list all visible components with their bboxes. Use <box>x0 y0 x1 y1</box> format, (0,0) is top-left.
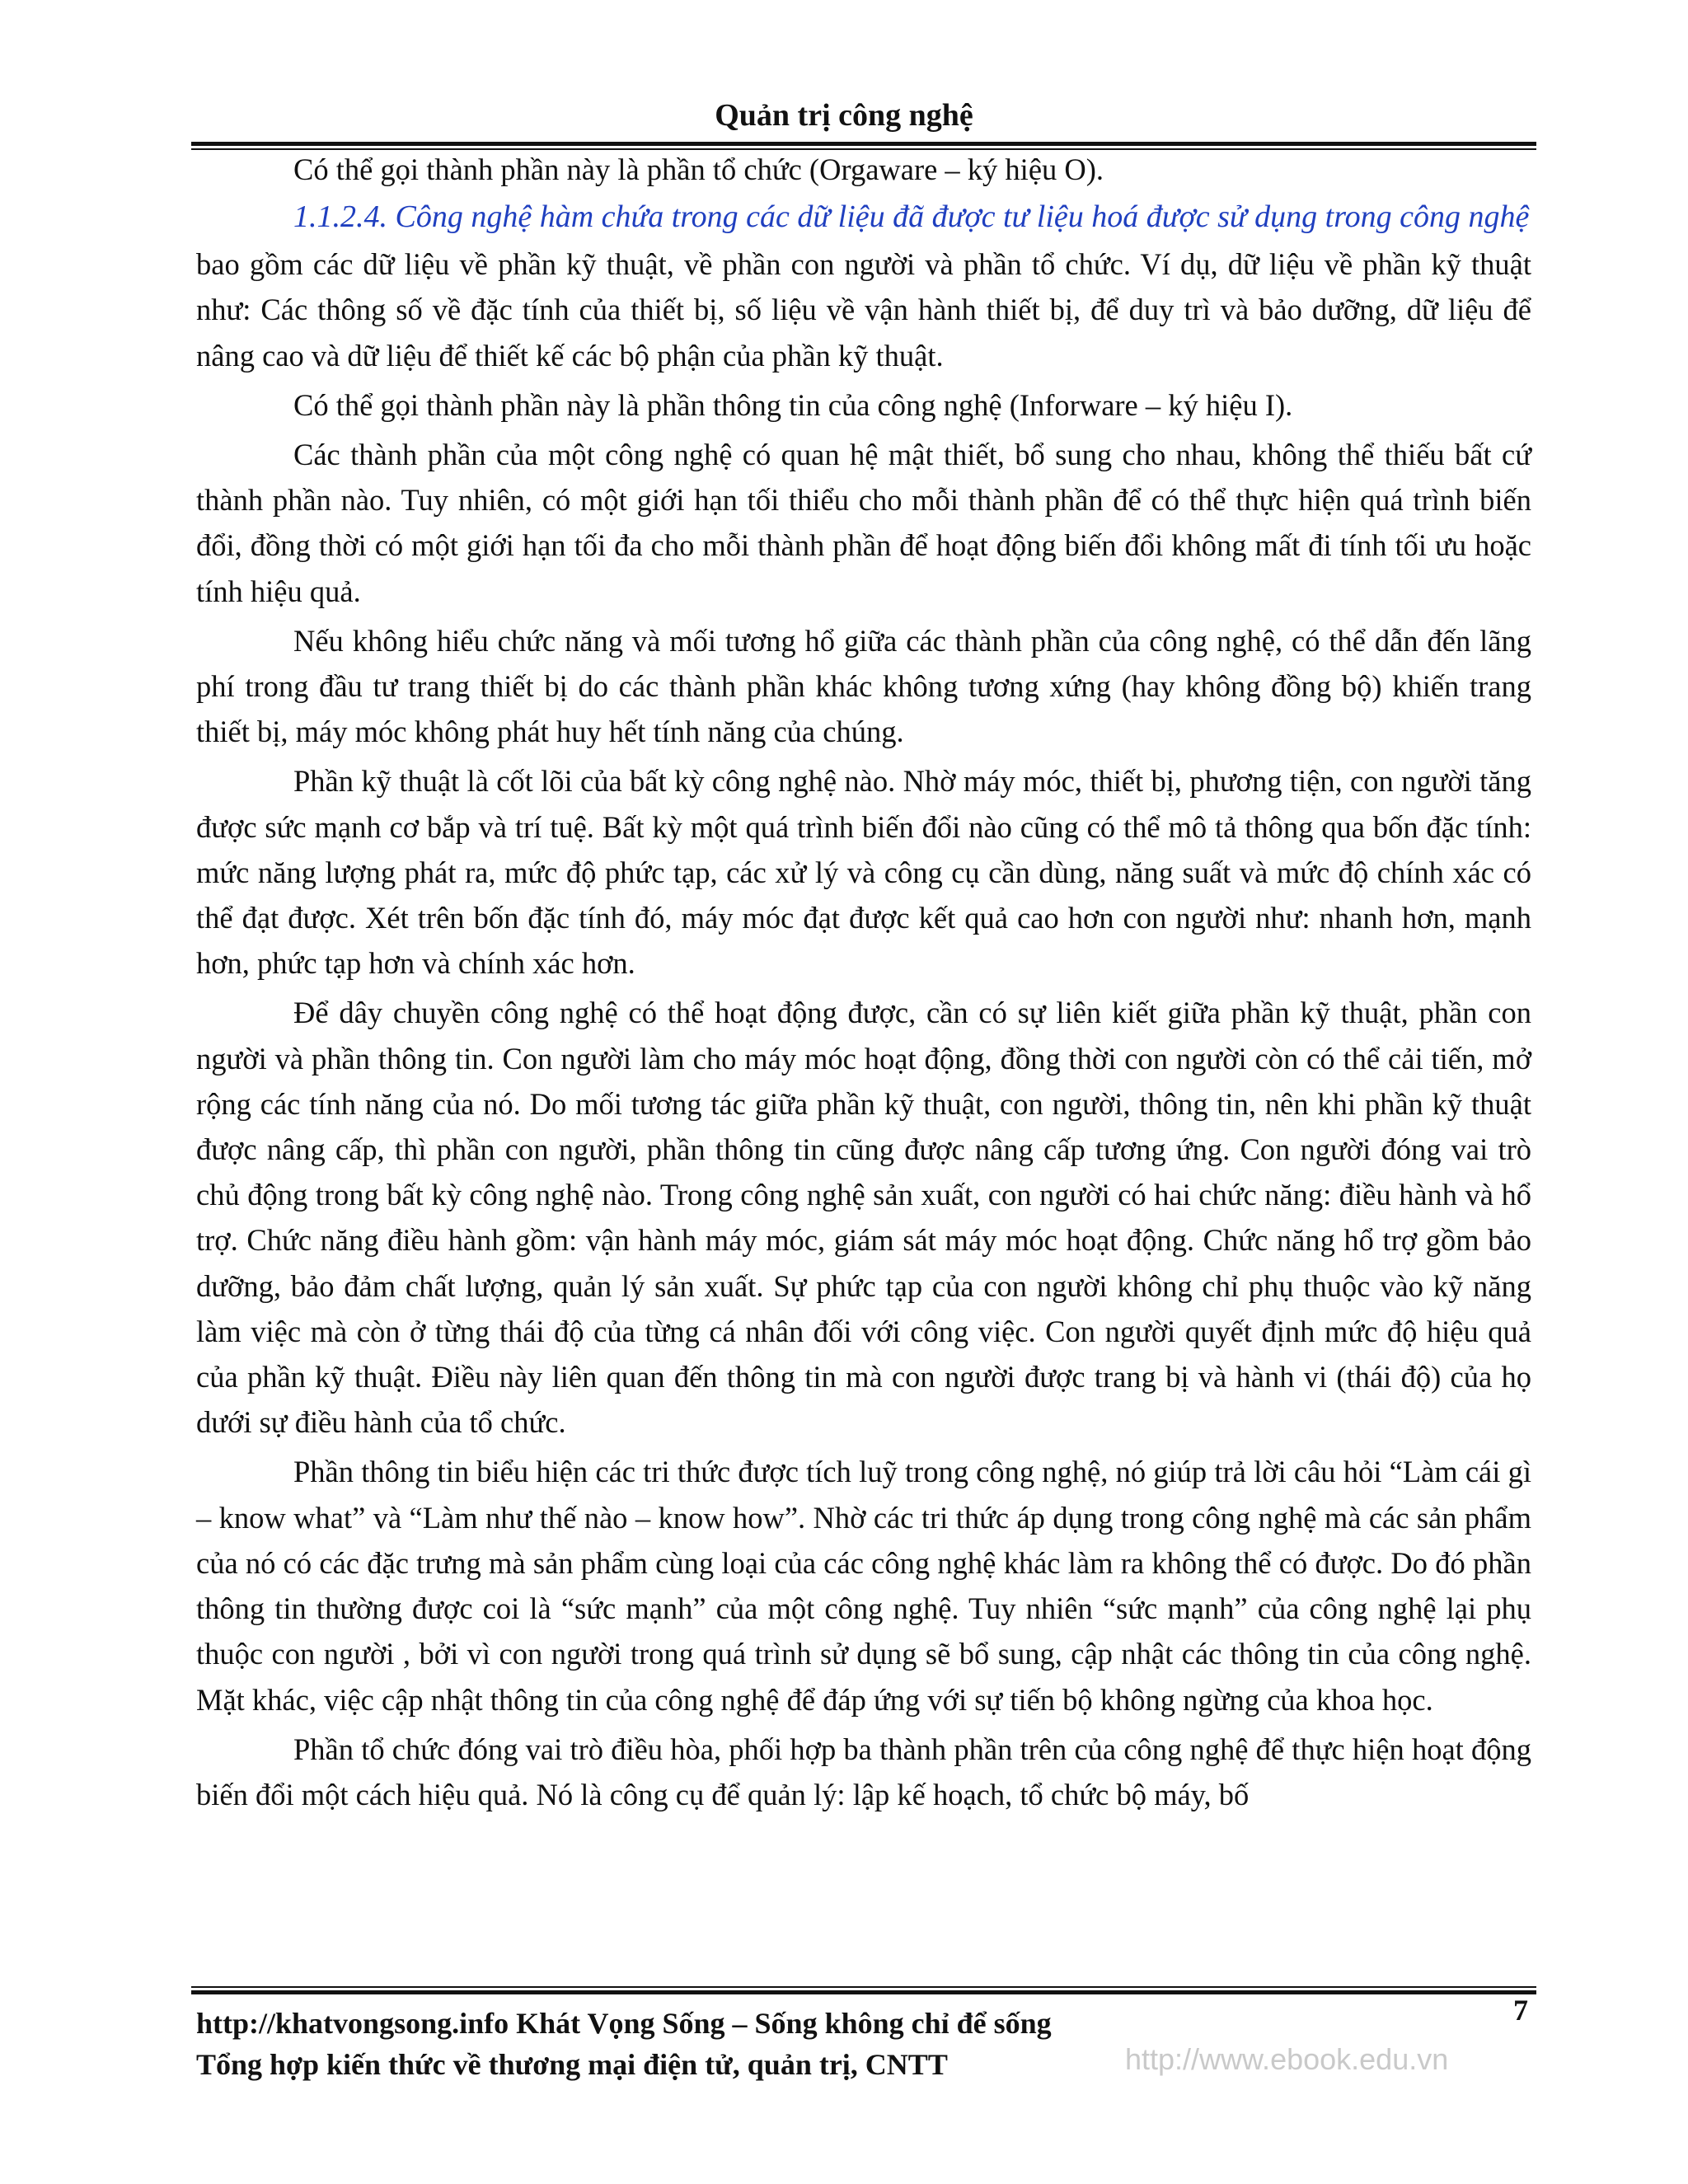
paragraph: Có thể gọi thành phần này là phần thông tin của công nghệ (Inforware – ký hiệu I). <box>293 387 1293 422</box>
paragraph: Phần kỹ thuật là cốt lõi của bất kỳ công nghệ nào. Nhờ máy móc, thiết bị, phương tiện, con người tăng được sức mạnh cơ bắp và trí tuệ. Bất kỳ một quá trình biến đổi nào cũng có thể mô tả thông qua bốn đặc tính: mức năng lượng phát ra, mức độ phức tạp, các xử lý và công cụ cần dùng, năng suất và mức độ chính xác có thể đạt được. Xét trên bốn đặc tính đó, máy móc đạt được kết quả cao hơn con người như: nhanh hơn, mạnh hơn, phức tạp hơn và chính xác hơn. <box>196 764 1531 981</box>
paragraph: Để dây chuyền công nghệ có thể hoạt động được, cần có sự liên kiết giữa phần kỹ thuật, phần con người và phần thông tin. Con người làm cho máy móc hoạt động, đồng thời con người còn có thể cải tiến, mở rộng các tính năng của nó. Do mối tương tác giữa phần kỹ thuật, con người, thông tin, nên khi phần kỹ thuật được nâng cấp, thì phần con người, phần thông tin cũng được nâng cấp tương ứng. Con người đóng vai trò chủ động trong bất kỳ công nghệ nào. Trong công nghệ sản xuất, con người có hai chức năng: điều hành và hổ trợ. Chức năng điều hành gồm: vận hành máy móc, giám sát máy móc hoạt động. Chức năng hổ trợ gồm bảo dưỡng, bảo đảm chất lượng, quản lý sản xuất. Sự phức tạp của con người không chỉ phụ thuộc vào kỹ năng làm việc mà còn ở từng thái độ của từng cá nhân đối với công việc. Con người quyết định mức độ hiệu quả của phần kỹ thuật. Điều này liên quan đến thông tin mà con người được trang bị và hành vi (thái độ) của họ dưới sự điều hành của tổ chức. <box>196 996 1531 1440</box>
document-body <box>196 147 1531 1821</box>
page-header-title: Quản trị công nghệ <box>715 98 973 133</box>
paragraph: Phần tổ chức đóng vai trò điều hòa, phối hợp ba thành phần trên của công nghệ để thực hiện hoạt động biến đổi một cách hiệu quả. Nó là công cụ để quản lý: lập kế hoạch, tổ chức bộ máy, bố <box>196 1732 1531 1811</box>
page-number: 7 <box>1513 1994 1528 2027</box>
footer-line-1: http://khatvongsong.info Khát Vọng Sống – Sống không chỉ để sống <box>196 2007 1052 2040</box>
section-heading: 1.1.2.4. Công nghệ hàm chứa trong các dữ liệu đã được tư liệu hoá được sử dụng trong công nghệ <box>293 199 1530 235</box>
footer-line-2: Tổng hợp kiến thức về thương mại điện tử, quản trị, CNTT <box>196 2048 948 2081</box>
footer-rule-thin <box>191 1986 1536 1988</box>
paragraph: bao gồm các dữ liệu về phần kỹ thuật, về phần con người và phần tổ chức. Ví dụ, dữ liệu về phần kỹ thuật như: Các thông số về đặc tính của thiết bị, số liệu về vận hành thiết bị, để duy trì và bảo dưỡng, dữ liệu để nâng cao và dữ liệu để thiết kế các bộ phận của phần kỹ thuật. <box>196 247 1531 373</box>
paragraph: Các thành phần của một công nghệ có quan hệ mật thiết, bổ sung cho nhau, không thể thiếu bất cứ thành phần nào. Tuy nhiên, có một giới hạn tối thiểu cho mỗi thành phần để có thể thực hiện quá trình biến đổi, đồng thời có một giới hạn tối đa cho mỗi thành phần để hoạt động biến đổi không mất đi tính tối ưu hoặc tính hiệu quả. <box>196 438 1531 608</box>
paragraph: Nếu không hiểu chức năng và mối tương hổ giữa các thành phần của công nghệ, có thể dẫn đến lãng phí trong đầu tư trang thiết bị do các thành phần khác không tương xứng (hay không đồng bộ) khiến trang thiết bị, máy móc không phát huy hết tính năng của chúng. <box>196 623 1531 749</box>
footer-rule <box>191 1990 1536 1994</box>
paragraph: Phần thông tin biểu hiện các tri thức được tích luỹ trong công nghệ, nó giúp trả lời câu hỏi “Làm cái gì – know what” và “Làm như thế nào – know how”. Nhờ các tri thức áp dụng trong công nghệ mà các sản phẩm của nó có các đặc trưng mà sản phẩm cùng loại của các công nghệ khác làm ra không thể có được. Do đó phần thông tin thường được coi là “sức mạnh” của một công nghệ. Tuy nhiên “sức mạnh” của công nghệ lại phụ thuộc con người , bởi vì con người trong quá trình sử dụng sẽ bổ sung, cập nhật các thông tin của công nghệ. Mặt khác, việc cập nhật thông tin của công nghệ để đáp ứng với sự tiến bộ không ngừng của khoa học. <box>196 1455 1531 1717</box>
intro-paragraph: Có thể gọi thành phần này là phần tổ chức (Orgaware – ký hiệu O). <box>293 152 1104 186</box>
header-rule <box>191 142 1536 146</box>
watermark: http://www.ebook.edu.vn <box>1125 2042 1449 2076</box>
